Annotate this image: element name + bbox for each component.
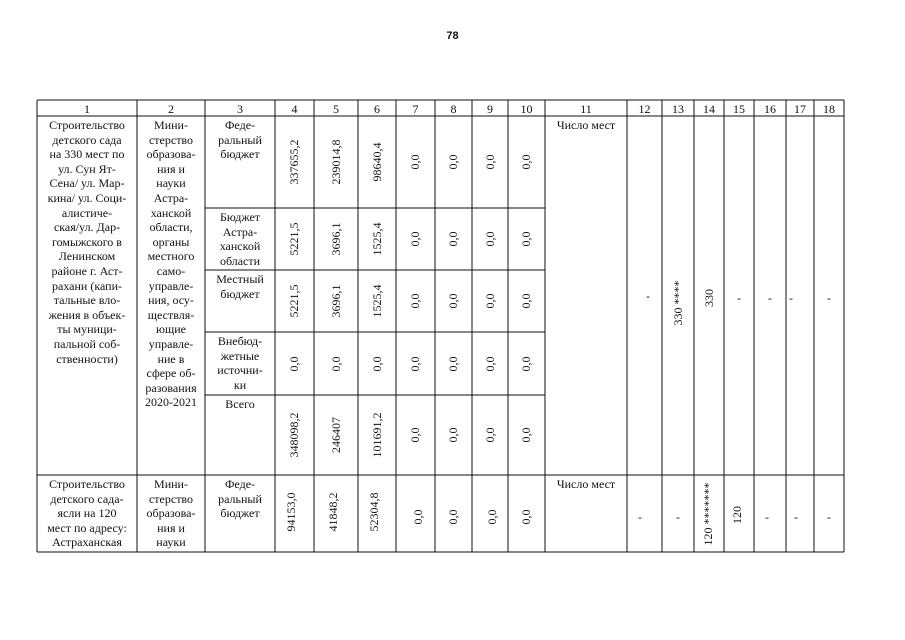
row1-local-col4: 5221,5: [287, 284, 301, 318]
col-header-14: 14: [703, 102, 715, 116]
row1-extrabudget-col5: 0,0: [329, 356, 343, 372]
row1-total-col10: 0,0: [519, 427, 533, 443]
row2-col14: 120 *******: [701, 482, 715, 546]
col-header-5: 5: [333, 102, 339, 116]
row1-extrabudget-col9: 0,0: [483, 356, 497, 372]
col-header-4: 4: [291, 102, 298, 116]
row1-col12: -: [646, 289, 650, 303]
row1-col18: -: [827, 291, 831, 305]
row1-federal-col7: 0,0: [408, 154, 422, 170]
row1-source-total: Всего: [225, 397, 255, 411]
row1-total-col8: 0,0: [446, 427, 460, 443]
row1-regional-col6: 1525,4: [370, 222, 384, 256]
col-header-15: 15: [733, 102, 745, 116]
row2-federal-col7: 0,0: [411, 509, 425, 525]
row2-col12: -: [638, 510, 642, 524]
col-header-1: 1: [84, 102, 90, 116]
col-header-7: 7: [412, 102, 419, 116]
row1-regional-col5: 3696,1: [329, 222, 343, 256]
row1-source-federal: Феде- ральный бюджет: [218, 118, 262, 162]
row2-federal-col8: 0,0: [446, 509, 460, 525]
row2-federal-col4: 94153,0: [284, 492, 298, 532]
row1-col17: -: [789, 291, 793, 305]
row2-federal-col9: 0,0: [485, 509, 499, 525]
row1-federal-col6: 98640,4: [370, 142, 384, 182]
row1-total-col7: 0,0: [408, 427, 422, 443]
row2-federal-col5: 41848,2: [326, 492, 340, 532]
row1-indicator: Число мест: [556, 118, 616, 132]
col-header-12: 12: [638, 102, 651, 116]
row2-object-name: Строительство детского сада- ясли на 120 мест по адресу: Астраханская: [47, 477, 127, 550]
col-header-11: 11: [580, 102, 592, 116]
row1-source-local: Местный бюджет: [216, 272, 264, 301]
col-header-9: 9: [487, 102, 493, 116]
col-header-17: 17: [794, 102, 806, 116]
col-header-16: 16: [764, 102, 776, 116]
row1-local-col7: 0,0: [408, 293, 422, 309]
page-number: 78: [446, 30, 459, 42]
row1-federal-col8: 0,0: [446, 154, 460, 170]
row1-total-col9: 0,0: [483, 427, 497, 443]
row1-regional-col4: 5221,5: [287, 222, 301, 256]
row2-executor: Мини- стерство образова- ния и науки: [146, 477, 196, 550]
row1-local-col6: 1525,4: [370, 284, 384, 318]
col-header-8: 8: [450, 102, 457, 116]
row2-indicator: Число мест: [556, 477, 616, 491]
row1-extrabudget-col7: 0,0: [408, 356, 422, 372]
row1-local-col9: 0,0: [483, 293, 497, 309]
col-header-2: 2: [168, 102, 174, 116]
row1-federal-col4: 337655,2: [287, 139, 301, 185]
row1-object-name: Строительство детского сада на 330 мест по ул. Сун Ят- Сена/ ул. Мар- кина/ ул. Соци- алистиче- ская/ул. Дар- гомыжского в Ленинском районе г. Аст- рахани (капи- тальные вло- жения в объек- ты муници- пальной соб- ственности): [47, 118, 127, 366]
row2-col17: -: [794, 510, 798, 524]
row1-col15: -: [737, 291, 741, 305]
row1-col13: 330 ****: [671, 280, 685, 326]
row1-regional-col10: 0,0: [519, 231, 533, 247]
row1-total-col5: 246407: [329, 417, 343, 453]
col-header-6: 6: [374, 102, 380, 116]
row1-regional-col9: 0,0: [483, 231, 497, 247]
row1-local-col5: 3696,1: [329, 284, 343, 318]
row1-col16: -: [768, 291, 772, 305]
row2-col18: -: [827, 510, 831, 524]
row1-extrabudget-col6: 0,0: [370, 356, 384, 372]
row1-local-col8: 0,0: [446, 293, 460, 309]
col-header-18: 18: [823, 102, 835, 116]
row2-federal-col10: 0,0: [519, 509, 533, 525]
row2-col15: 120: [730, 506, 744, 524]
col-header-3: 3: [237, 102, 243, 116]
row1-executor: Мини- стерство образова- ния и науки Астра- ханской области, органы местного само- управле- ния, осу- ществля- ющие управле- ние в сфере об- разования 2020-2021: [145, 118, 197, 410]
col-header-10: 10: [520, 102, 533, 116]
row1-total-col6: 101691,2: [370, 412, 384, 458]
row2-col16: -: [765, 510, 769, 524]
row1-extrabudget-col4: 0,0: [287, 356, 301, 372]
row1-source-regional: Бюджет Астра- ханской области: [219, 210, 261, 268]
row1-total-col4: 348098,2: [287, 412, 301, 458]
row1-source-extrabudget: Внебюд- жетные источни- ки: [217, 334, 263, 392]
row2-federal-col6: 52304,8: [367, 492, 381, 532]
row2-source-federal: Феде- ральный бюджет: [218, 477, 262, 521]
row1-local-col10: 0,0: [519, 293, 533, 309]
col-header-13: 13: [672, 102, 684, 116]
row1-extrabudget-col10: 0,0: [519, 356, 533, 372]
row1-regional-col8: 0,0: [446, 231, 460, 247]
row1-extrabudget-col8: 0,0: [446, 356, 460, 372]
row1-federal-col10: 0,0: [519, 154, 533, 170]
row1-col14: 330: [702, 289, 716, 307]
row1-regional-col7: 0,0: [408, 231, 422, 247]
row2-col13: -: [676, 510, 680, 524]
row1-federal-col5: 239014,8: [329, 139, 343, 185]
row1-federal-col9: 0,0: [483, 154, 497, 170]
